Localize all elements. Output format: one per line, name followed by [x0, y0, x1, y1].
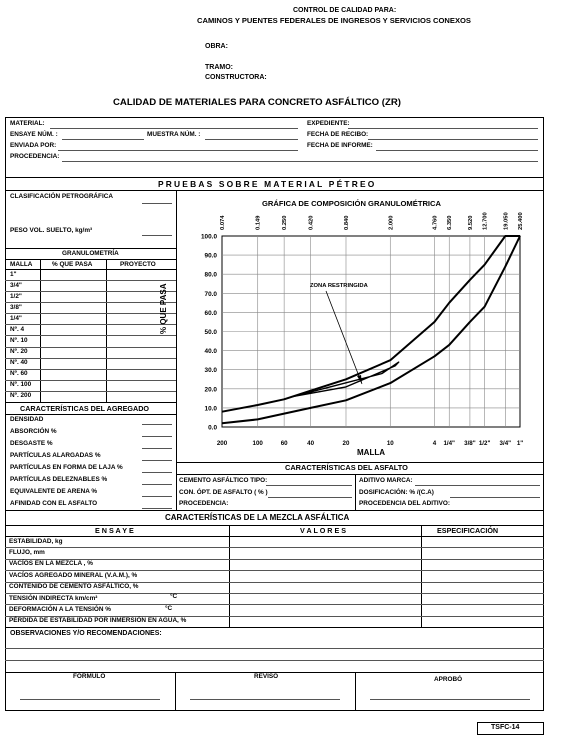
malla-row-label: Nº. 200: [10, 392, 32, 400]
mezcla-row-label: CONTENIDO DE CEMENTO ASFÁLTICO, %: [9, 583, 139, 591]
top-tick-label: 4.760: [432, 215, 439, 230]
page-title: CALIDAD DE MATERIALES PARA CONCRETO ASFÁLTICO (ZR): [113, 97, 401, 108]
y-tick-label: 90.0: [204, 252, 217, 260]
form-code: TSFC-14: [491, 724, 520, 731]
agregado-row-label: PARTÍCULAS EN FORMA DE LAJA %: [10, 464, 123, 471]
top-tick-label: 0.840: [343, 215, 350, 230]
top-tick-label: 2.000: [388, 215, 395, 230]
mezcla-row-label: VACÍOS EN LA MEZCLA , %: [9, 560, 93, 568]
col-pasa: % QUE PASA: [52, 261, 93, 268]
y-tick-label: 80.0: [204, 271, 217, 279]
malla-row-label: 1/2": [10, 292, 22, 300]
agregado-title: CARACTERÍSTICAS DEL AGREGADO: [20, 404, 149, 413]
procedencia-label: PROCEDENCIA:: [10, 153, 60, 160]
bottom-tick-label: 1/4": [443, 440, 456, 447]
malla-row-label: Nº. 4: [10, 325, 25, 333]
bottom-tick-label: 4: [432, 440, 437, 447]
pruebas-title: PRUEBAS SOBRE MATERIAL PÉTREO: [158, 179, 377, 189]
col-malla: MALLA: [10, 261, 33, 268]
observaciones-label: OBSERVACIONES Y/O RECOMENDACIONES:: [10, 630, 162, 637]
peso-vol-label: PESO VOL. SUELTO, kg/m³: [10, 227, 93, 234]
bottom-tick-label: 60: [280, 440, 288, 447]
formulo-label: FORMULÓ: [73, 673, 106, 680]
malla-row-label: 1/4": [10, 314, 22, 322]
c-unit-2: °C: [165, 605, 173, 612]
col-especificacion: ESPECIFICACIÓN: [437, 526, 499, 535]
top-tick-label: 0.074: [220, 215, 226, 230]
cemento-tipo-label: CEMENTO ASFÁLTICO TIPO:: [179, 477, 268, 484]
y-tick-label: 0.0: [208, 424, 217, 432]
mezcla-row-label: VACÍOS AGREGADO MINERAL (V.A.M.), %: [9, 571, 138, 579]
bottom-tick-label: 20: [342, 440, 350, 447]
reviso-label: REVISÓ: [254, 673, 279, 680]
top-tick-label: 0.250: [282, 215, 289, 230]
top-tick-label: 0.149: [255, 215, 262, 230]
mezcla-title: CARACTERÍSTICAS DE LA MEZCLA ASFÁLTICA: [165, 513, 350, 522]
bottom-tick-label: 1": [516, 440, 524, 447]
con-opt-label: CON. ÓPT. DE ASFALTO ( % ): [179, 489, 268, 496]
muestra-num-label: MUESTRA NÚM. :: [147, 131, 201, 138]
col-ensaye: E N S A Y E: [95, 526, 134, 535]
y-tick-label: 70.0: [204, 290, 217, 298]
bottom-tick-label: 3/4": [499, 440, 512, 447]
malla-row-label: Nº. 100: [10, 381, 32, 389]
clasificacion-label: CLASIFICACIÓN PETROGRÁFICA: [10, 193, 113, 200]
malla-row-label: Nº. 20: [10, 348, 28, 356]
mezcla-row-label: FLUJO, mm: [9, 548, 45, 556]
col-valores: V A L O R E S: [300, 526, 347, 535]
asfalto-title: CARACTERÍSTICAS DEL ASFALTO: [285, 463, 408, 472]
malla-row-label: Nº. 60: [10, 370, 28, 378]
bottom-tick-label: 10: [386, 440, 394, 447]
bottom-tick-label: 100: [252, 440, 263, 447]
envelope-curve: [222, 236, 520, 412]
granulometry-chart: [176, 190, 544, 462]
top-tick-label: 25.400: [518, 212, 524, 230]
y-tick-label: 40.0: [204, 348, 217, 356]
top-tick-label: 9.520: [467, 215, 474, 230]
bottom-tick-label: 1/2": [478, 440, 491, 447]
aprobo-label: APROBÓ: [434, 676, 463, 683]
fecha-informe-label: FECHA DE INFORME:: [307, 142, 373, 149]
y-tick-label: 10.0: [204, 405, 217, 413]
obra-label: OBRA:: [205, 43, 228, 50]
fecha-recibo-label: FECHA DE RECIBO:: [307, 131, 369, 138]
col-proyecto: PROYECTO: [120, 261, 156, 268]
malla-row-label: 3/8": [10, 303, 22, 311]
mezcla-row-label: ESTABILIDAD, kg: [9, 537, 63, 545]
y-tick-label: 30.0: [204, 367, 217, 375]
header-line1: CONTROL DE CALIDAD PARA:: [293, 7, 397, 14]
agregado-row-label: EQUIVALENTE DE ARENA %: [10, 488, 98, 495]
chart-title: GRÁFICA DE COMPOSICIÓN GRANULOMÉTRICA: [262, 199, 442, 208]
mezcla-row-label: PÉRDIDA DE ESTABILIDAD POR INMERSIÓN EN AGUA, %: [9, 617, 187, 625]
bottom-tick-label: 40: [307, 440, 315, 447]
mezcla-row-label: TENSIÓN INDIRECTA km/cm²: [9, 594, 98, 602]
tramo-label: TRAMO:: [205, 64, 233, 71]
top-tick-label: 19.050: [503, 212, 510, 230]
top-tick-label: 12.700: [482, 212, 489, 230]
envelope-curve: [222, 236, 520, 423]
mezcla-row-label: DEFORMACIÓN A LA TENSIÓN %: [9, 605, 111, 613]
c-unit-1: °C: [170, 593, 178, 600]
bottom-tick-label: 3/8": [464, 440, 476, 447]
enviada-por-label: ENVIADA POR:: [10, 142, 57, 149]
y-tick-label: 60.0: [204, 309, 217, 317]
proc-aditivo-label: PROCEDENCIA DEL ADITIVO:: [359, 500, 451, 507]
agregado-row-label: DENSIDAD: [10, 416, 44, 423]
annotation-arrow: [326, 291, 362, 384]
aditivo-marca-label: ADITIVO MARCA:: [359, 477, 413, 484]
agregado-row-label: PARTÍCULAS DELEZNABLES %: [10, 476, 108, 483]
malla-row-label: 3/4": [10, 281, 22, 289]
y-axis-label-html: % QUE PASA: [159, 283, 168, 334]
x-axis-label: MALLA: [357, 448, 385, 457]
top-tick-label: 6.350: [447, 215, 454, 230]
bottom-tick-label: 200: [216, 440, 228, 447]
ensaye-num-label: ENSAYE NÚM. :: [10, 131, 58, 138]
asfalto-procedencia-label: PROCEDENCIA:: [179, 500, 229, 507]
malla-row-label: Nº. 40: [10, 359, 28, 367]
malla-row-label: 1": [10, 270, 17, 278]
agregado-row-label: ABSORCIÓN %: [10, 428, 57, 435]
agregado-row-label: AFINIDAD CON EL ASFALTO: [10, 500, 98, 507]
agregado-row-label: PARTÍCULAS ALARGADAS %: [10, 452, 101, 459]
y-tick-label: 20.0: [204, 386, 217, 394]
top-tick-label: 0.420: [308, 215, 315, 230]
material-label: MATERIAL:: [10, 120, 45, 127]
constructora-label: CONSTRUCTORA:: [205, 74, 267, 81]
dosificacion-label: DOSIFICACIÓN: % /(C.A): [359, 489, 434, 496]
granulometria-title: GRANULOMETRÍA: [62, 250, 119, 257]
agregado-row-label: DESGASTE %: [10, 440, 53, 447]
y-tick-label: 100.0: [201, 233, 217, 241]
header-line2: CAMINOS Y PUENTES FEDERALES DE INGRESOS Y SERVICIOS CONEXOS: [197, 16, 472, 25]
y-tick-label: 50.0: [204, 329, 217, 336]
expediente-label: EXPEDIENTE:: [307, 120, 350, 127]
malla-row-label: Nº. 10: [10, 336, 28, 344]
zona-restringida-label: ZONA RESTRINGIDA: [310, 283, 368, 289]
